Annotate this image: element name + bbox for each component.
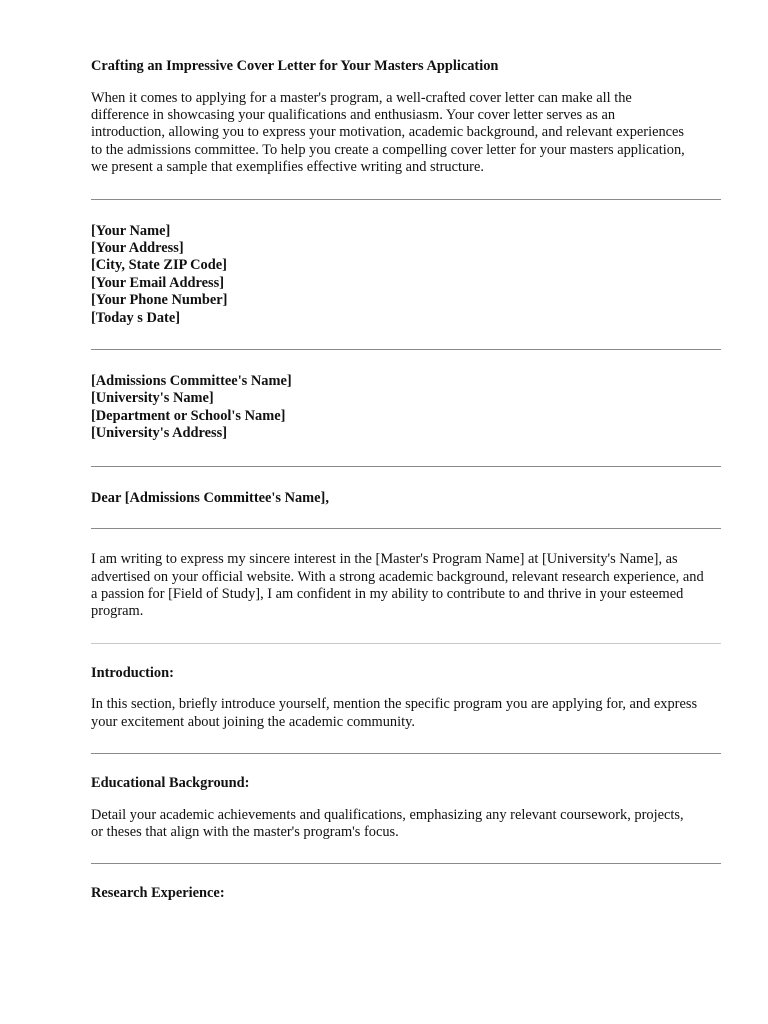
opening-paragraph: I am writing to express my sincere interest in the [Master's Program Name] at [University's Name], as advertised on your official website. With a strong academic background, relevant research experience, and a passion for [Field of Study], I am confident in my ability to contribute to and thrive in your esteemed program. bbox=[91, 551, 704, 620]
recipient-university-name: [University's Name] bbox=[91, 390, 214, 407]
sender-address-block bbox=[91, 223, 721, 327]
recipient-committee-name: [Admissions Committee's Name] bbox=[91, 372, 292, 389]
salutation: Dear [Admissions Committee's Name], bbox=[91, 489, 329, 506]
divider bbox=[91, 349, 721, 350]
intro-paragraph: When it comes to applying for a master's program, a well-crafted cover letter can make all the difference in showcasing your qualifications and enthusiasm. Your cover letter serves as an introduction, allowing you to express your motivation, academic background, and relevant experiences to the admissions committee. To help you create a compelling cover letter for your masters application, we present a sample that exemplifies effective writing and structure. bbox=[91, 89, 685, 176]
divider bbox=[91, 528, 721, 529]
recipient-address-block bbox=[91, 373, 721, 443]
sender-name: [Your Name] bbox=[91, 222, 171, 239]
section-body-introduction: In this section, briefly introduce yourself, mention the specific program you are applying for, and express your excitement about joining the academic community. bbox=[91, 696, 698, 730]
divider bbox=[91, 466, 721, 467]
document-title: Crafting an Impressive Cover Letter for Your Masters Application bbox=[91, 58, 499, 74]
section-heading-research-experience: Research Experience: bbox=[91, 885, 225, 902]
section-heading-educational-background: Educational Background: bbox=[91, 775, 250, 792]
section-body-educational-background: Detail your academic achievements and qualifications, emphasizing any relevant coursework, projects, or theses that align with the master's program's focus. bbox=[91, 806, 684, 840]
divider bbox=[91, 199, 721, 200]
sender-date: [Today s Date] bbox=[91, 309, 181, 326]
document-page bbox=[91, 58, 721, 903]
sender-email: [Your Email Address] bbox=[91, 274, 224, 291]
sender-city-state-zip: [City, State ZIP Code] bbox=[91, 257, 227, 274]
divider bbox=[91, 863, 721, 864]
recipient-university-address: [University's Address] bbox=[91, 425, 228, 442]
divider bbox=[91, 753, 721, 754]
sender-phone: [Your Phone Number] bbox=[91, 292, 228, 309]
recipient-department: [Department or School's Name] bbox=[91, 407, 286, 424]
divider bbox=[91, 643, 721, 644]
section-heading-introduction: Introduction: bbox=[91, 664, 174, 681]
sender-address: [Your Address] bbox=[91, 239, 184, 256]
